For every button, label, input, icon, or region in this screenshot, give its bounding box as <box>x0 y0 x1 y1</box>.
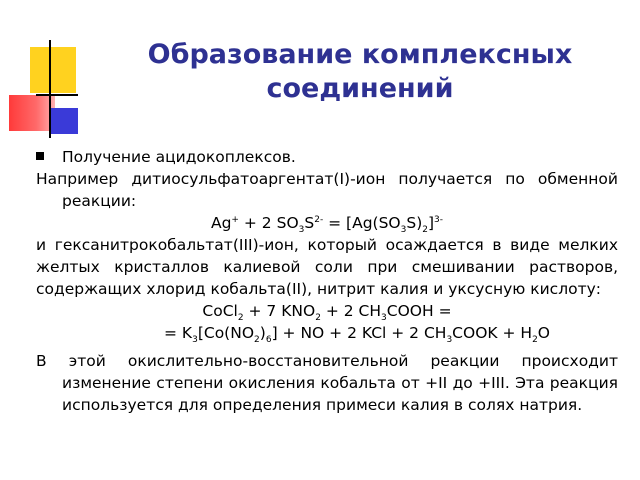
decor-blue-square <box>50 108 78 134</box>
paragraph-3: В этой окислительно-восстановительной реакции происходит изменение степени окисления кобальта от +II до +III. Эта реакция используется для определения примеси калия в солях натрия. <box>36 352 618 414</box>
bullet-square-icon <box>36 152 44 160</box>
decor-yellow-square <box>30 47 76 93</box>
bullet-text: Получение ацидокоплексов. <box>62 148 296 166</box>
equation-2-line-2: = $K_3[Co(NO_2)_6]$ + NO + 2 KCl + 2 $CH_3COOK + H_2O$ <box>164 324 550 346</box>
paragraph-1: Например дитиосульфатоаргентат(I)-ион получается по обменной реакции: <box>36 170 618 210</box>
equation-2-line-1: CoCl$_2$ + 7 $KNO_2 + 2$ $CH_3COOH$ = <box>202 302 452 324</box>
bullet-item <box>36 146 618 168</box>
decor-horizontal-line <box>36 94 78 96</box>
slide-title: Образование комплексных соединений <box>147 39 573 104</box>
equation-1: Ag+ + 2 $SO_3S^{2-} = [Ag(SO_3S)_2]^{3-}$ <box>210 214 444 236</box>
decor-vertical-line <box>49 40 51 138</box>
slide-content <box>36 146 618 416</box>
paragraph-2: и гексанитрокобальтат(III)-ион, который осаждается в виде мелких желтых кристаллов калиевой соли при смешивании растворов, содержащих хлорид кобальта(II), нитрит калия и уксусную кислоту: <box>36 236 618 298</box>
